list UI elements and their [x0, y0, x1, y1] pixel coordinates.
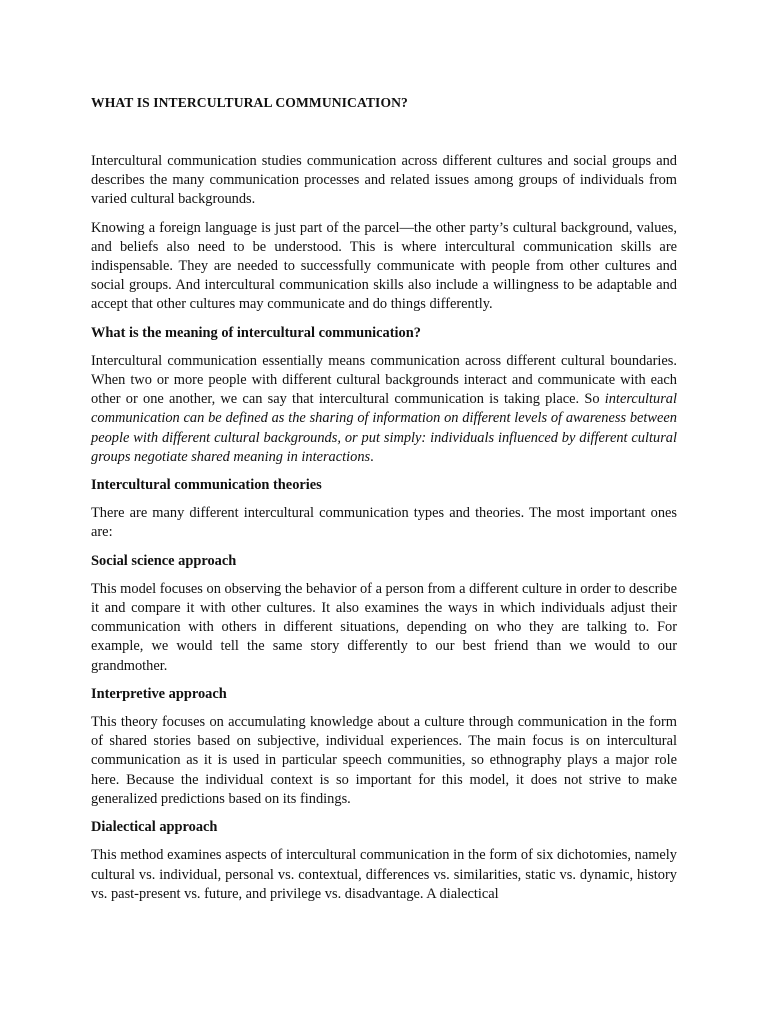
section-heading-meaning: What is the meaning of intercultural communication? [91, 324, 421, 341]
meaning-text-end: . [370, 448, 374, 465]
intro-paragraph: Intercultural communication studies communication across different cultures and social groups and describes the many communication processes and related issues among groups of individuals from varied cultural backgrounds. [91, 153, 677, 208]
document-page [91, 0, 677, 1024]
meaning-definition-italic: intercultural communication can be defined as the sharing of information on different levels of awareness between people with different cultural backgrounds, or put simply: individuals influenced by different cultural groups negotiate shared meaning in interactions [91, 391, 677, 465]
meaning-text: Intercultural communication essentially means communication across different cultural boundaries. When two or more people with different cultural backgrounds interact and communicate with each other or one another, we can say that intercultural communication is taking place. So [91, 352, 677, 408]
section-heading-theories: Intercultural communication theories [91, 477, 322, 494]
dialectical-paragraph: This method examines aspects of intercultural communication in the form of six dichotomies, namely cultural vs. individual, personal vs. contextual, differences vs. similarities, static vs. dynamic, history vs. past-present vs. future, and privilege vs. disadvantage. A dialectical [91, 847, 677, 902]
social-science-paragraph: This model focuses on observing the behavior of a person from a different culture in order to describe it and compare it with other cultures. It also examines the ways in which individuals adjust their communication with others in different situations, depending on who they are talking to. For example, we would tell the same story differently to our best friend than we would to our grandmother. [91, 580, 677, 674]
section-heading-interpretive: Interpretive approach [91, 685, 227, 702]
document-body [91, 152, 677, 913]
document-title: WHAT IS INTERCULTURAL COMMUNICATION? [91, 95, 408, 110]
section-heading-social-science: Social science approach [91, 552, 237, 569]
meaning-paragraph [91, 352, 677, 467]
intro-paragraph: Knowing a foreign language is just part of the parcel—the other party’s cultural background, values, and beliefs also need to be understood. This is where intercultural communication skills are indispensable. They are needed to successfully communicate with people from other cultures and social groups. And intercultural communication skills also include a willingness to be adaptable and accept that other cultures may communicate and do things differently. [91, 219, 677, 313]
theories-paragraph: There are many different intercultural communication types and theories. The most important ones are: [91, 505, 677, 541]
section-heading-dialectical: Dialectical approach [91, 819, 218, 836]
interpretive-paragraph: This theory focuses on accumulating knowledge about a culture through communication in the form of shared stories based on subjective, individual experiences. The main focus is on intercultural communication as it is used in particular speech communities, so ethnography plays a major role here. Because the individual context is so important for this model, it does not strive to make generalized predictions based on its findings. [91, 714, 677, 807]
